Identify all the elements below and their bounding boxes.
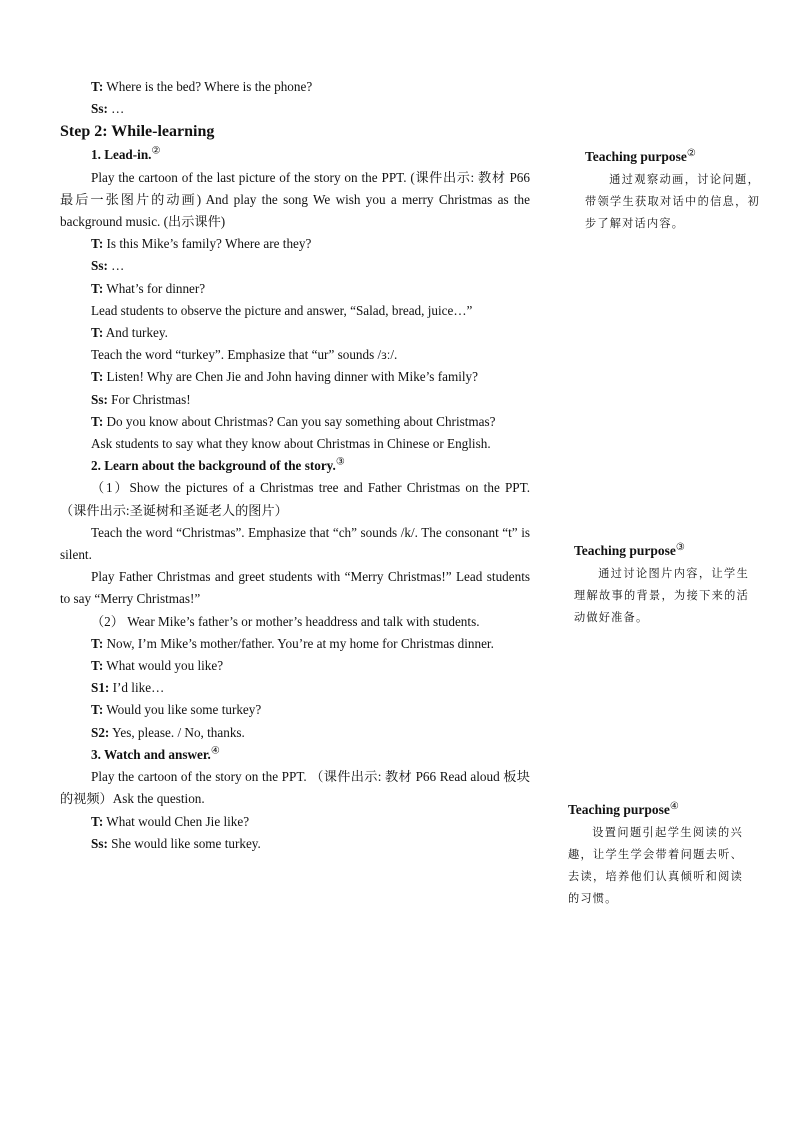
paragraph: （1）Show the pictures of a Christmas tree and Father Christmas on the PPT. （课件出示:圣诞树和圣诞老人的图片） <box>60 480 530 518</box>
dialog-line: S1: I’d like… <box>91 680 165 696</box>
footnote-mark: ④ <box>210 745 220 757</box>
dialog-line: T: What’s for dinner? <box>91 280 206 296</box>
note-title: Teaching purpose② <box>585 147 696 164</box>
dialog-line: T: Is this Mike’s family? Where are they? <box>91 236 312 252</box>
lesson-body <box>60 76 530 855</box>
teaching-purpose-note <box>568 799 743 910</box>
dialog-line: Ss: For Christmas! <box>91 391 191 407</box>
dialog-line: S2: Yes, please. / No, thanks. <box>91 724 245 740</box>
paragraph: Lead students to observe the picture and answer, “Salad, bread, juice…” <box>91 302 473 318</box>
dialog-line: T: Where is the bed? Where is the phone? <box>91 79 313 94</box>
dialog-line: Ss: … <box>91 101 125 117</box>
note-title: Teaching purpose③ <box>574 541 685 558</box>
step-heading: Step 2: While-learning <box>60 123 215 141</box>
dialog-line: T: Listen! Why are Chen Jie and John having dinner with Mike’s family? <box>91 369 479 385</box>
section-title: 2. Learn about the background of the story.③ <box>91 456 345 474</box>
dialog-line: T: And turkey. <box>91 325 168 341</box>
dialog-line: T: What would Chen Jie like? <box>91 813 250 829</box>
paragraph: Play the cartoon of the last picture of the story on the PPT. (课件出示: 教材 P66 最后一张图片的动画) And play the song We wish you a merry Christmas as the background music. (出示课件) <box>60 169 530 230</box>
dialog-line: T: Now, I’m Mike’s mother/father. You’re at my home for Christmas dinner. <box>91 635 494 651</box>
dialog-line: T: What would you like? <box>91 658 224 674</box>
note-title: Teaching purpose④ <box>568 800 679 817</box>
note-body: 通过观察动画，讨论问题，带领学生获取对话中的信息，初步了解对话内容。 <box>585 172 760 230</box>
footnote-mark: ② <box>151 146 161 158</box>
dialog-line: Ss: She would like some turkey. <box>91 835 261 851</box>
dialog-line: Ss: … <box>91 258 125 274</box>
note-body: 设置问题引起学生阅读的兴趣，让学生学会带着问题去听、去读，培养他们认真倾听和阅读的习惯。 <box>568 825 743 905</box>
paragraph: Ask students to say what they know about Christmas in Chinese or English. <box>91 436 491 452</box>
teaching-purpose-note <box>574 540 749 629</box>
dialog-line: T: Do you know about Christmas? Can you say something about Christmas? <box>91 413 496 429</box>
paragraph: Play Father Christmas and greet students with “Merry Christmas!” Lead students to say “Merry Christmas!” <box>60 569 530 607</box>
paragraph: Teach the word “turkey”. Emphasize that “ur” sounds /ɜː/. <box>91 347 398 363</box>
section-title: 3. Watch and answer.④ <box>91 745 220 762</box>
note-body: 通过讨论图片内容，让学生理解故事的背景，为接下来的活动做好准备。 <box>574 566 749 624</box>
paragraph: Teach the word “Christmas”. Emphasize that “ch” sounds /k/. The consonant “t” is silent. <box>60 524 530 563</box>
section-title: 1. Lead-in.② <box>91 146 161 163</box>
paragraph: Play the cartoon of the story on the PPT. （课件出示: 教材 P66 Read aloud 板块的视频）Ask the question. <box>60 769 530 807</box>
dialog-line: T: Would you like some turkey? <box>91 702 262 718</box>
teaching-purpose-note <box>585 146 760 235</box>
footnote-mark: ③ <box>335 456 345 468</box>
paragraph: （2） Wear Mike’s father’s or mother’s headdress and talk with students. <box>91 613 480 629</box>
